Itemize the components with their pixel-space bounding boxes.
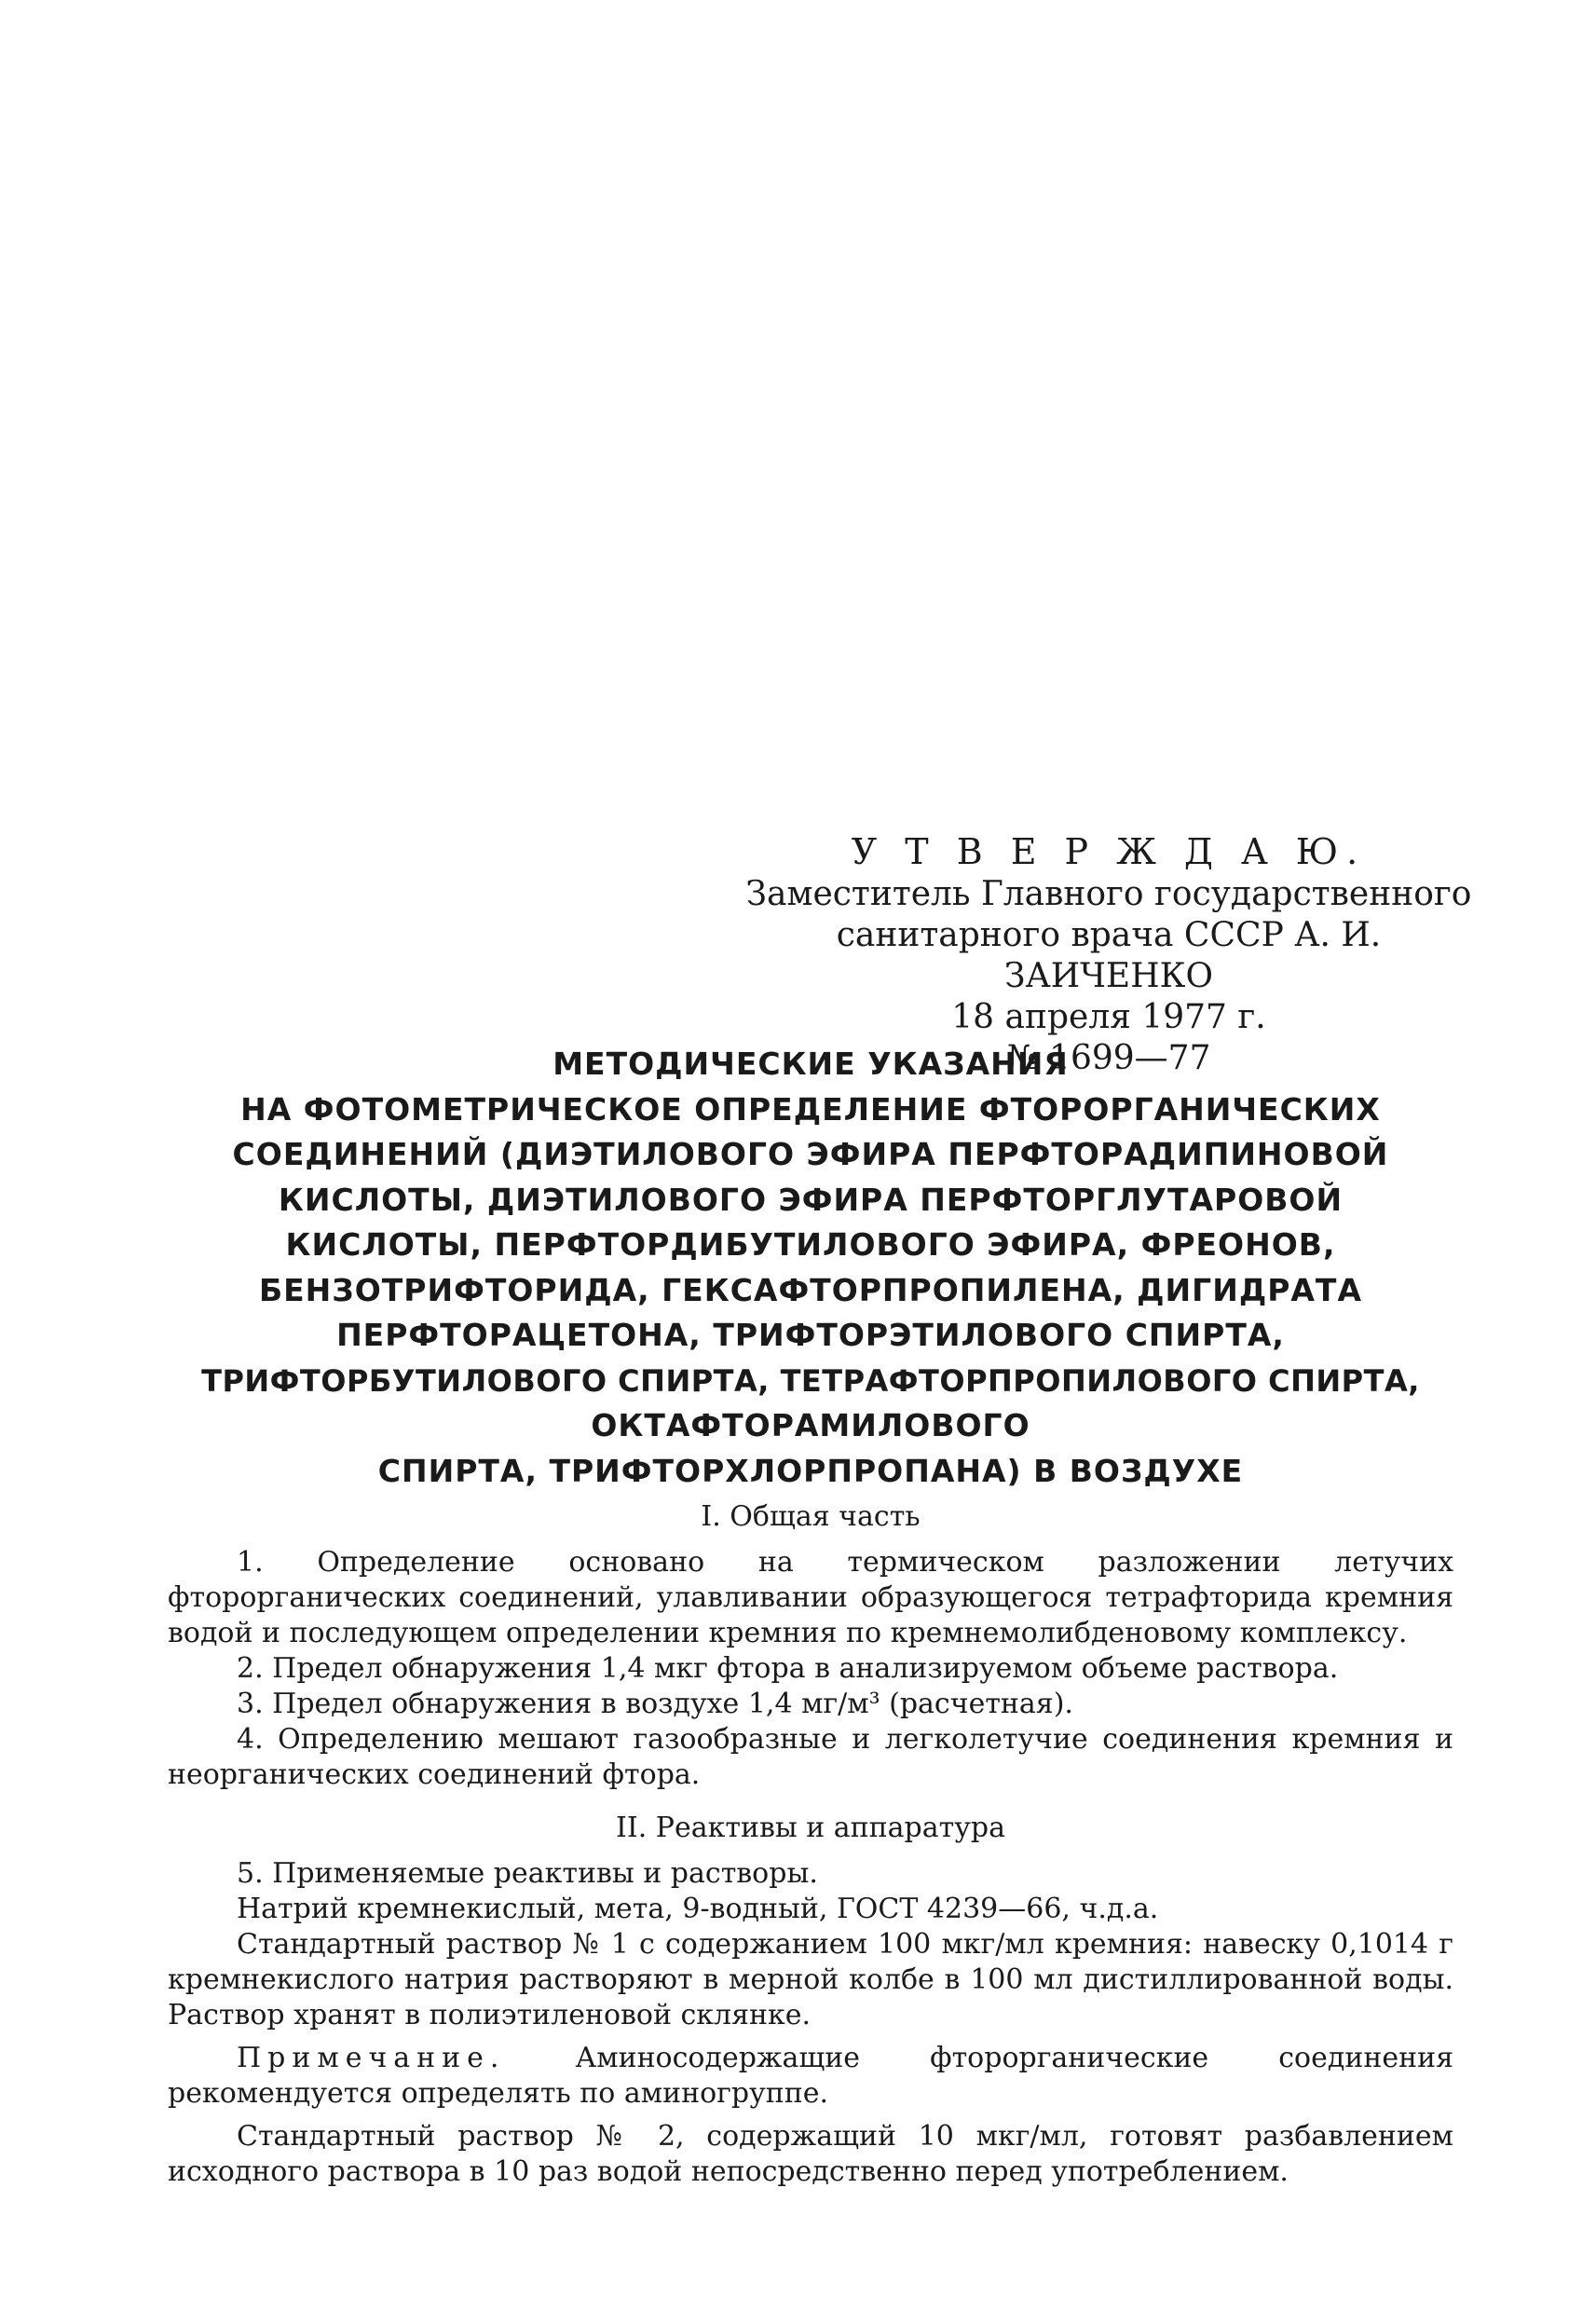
section-2-body [168, 1856, 1453, 2190]
title-line: КИСЛОТЫ, ПЕРФТОРДИБУТИЛОВОГО ЭФИРА, ФРЕОНОВ, [285, 1226, 1336, 1263]
paragraph-5: 5. Применяемые реактивы и растворы. [237, 1857, 818, 1890]
title-line: ТРИФТОРБУТИЛОВОГО СПИРТА, ТЕТРАФТОРПРОПИЛОВОГО СПИРТА, [201, 1362, 1420, 1399]
approval-number: № 1699—77 [1006, 1039, 1211, 1077]
title-line: ОКТАФТОРАМИЛОВОГО [591, 1407, 1030, 1443]
title-line: МЕТОДИЧЕСКИЕ УКАЗАНИЯ [552, 1046, 1069, 1082]
approval-date: 18 апреля 1977 г. [951, 998, 1266, 1036]
approval-heading: У Т В Е Р Ж Д А Ю. [851, 831, 1367, 872]
approval-line-2: санитарного врача СССР А. И. ЗАИЧЕНКО [836, 916, 1382, 995]
paragraph-6: Натрий кремнекислый, мета, 9-водный, ГОСТ 4239—66, ч.д.а. [237, 1893, 1159, 1925]
paragraph-1: 1. Определение основано на термическом разложении летучих фторорганических соединений, улавливании образующегося тетрафторида кремния водой и последующем определении кремния по кремнемолибденовому комплексу. [168, 1546, 1453, 1649]
title-line: СОЕДИНЕНИЙ (ДИЭТИЛОВОГО ЭФИРА ПЕРФТОРАДИПИНОВОЙ [232, 1136, 1389, 1172]
title-line: НА ФОТОМЕТРИЧЕСКОЕ ОПРЕДЕЛЕНИЕ ФТОРОРГАНИЧЕСКИХ [240, 1090, 1381, 1128]
title-line: ПЕРФТОРАЦЕТОНА, ТРИФТОРЭТИЛОВОГО СПИРТА, [336, 1317, 1285, 1353]
approval-line-1: Заместитель Главного государственного [745, 875, 1472, 913]
title-line: БЕНЗОТРИФТОРИДА, ГЕКСАФТОРПРОПИЛЕНА, ДИГИДРАТА [258, 1271, 1362, 1308]
section-1-body [168, 1545, 1453, 1793]
section-2-heading: II. Реактивы и аппаратура [616, 1812, 1005, 1844]
paragraph-4: 4. Определению мешают газообразные и легколетучие соединения кремния и неорганических соединений фтора. [168, 1723, 1453, 1791]
paragraph-3: 3. Предел обнаружения в воздухе 1,4 мг/м³ (расчетная). [237, 1688, 1073, 1720]
note-paragraph [168, 2041, 1453, 2112]
title-line: СПИРТА, ТРИФТОРХЛОРПРОПАНА) В ВОЗДУХЕ [377, 1452, 1244, 1489]
note-text: Аминосодержащие фторорганические соединения рекомендуется определять по аминогруппе. [168, 2042, 1453, 2110]
note-label: Примечание. [237, 2042, 506, 2074]
document-title [158, 1042, 1463, 1494]
paragraph-7: Стандартный раствор № 1 с содержанием 100 мкг/мл кремния: навеску 0,1014 г кремнекислого натрия растворяют в мерной колбе в 100 мл дистиллированной воды. Раствор хранят в полиэтиленовой склянке. [168, 1928, 1453, 2031]
title-line: КИСЛОТЫ, ДИЭТИЛОВОГО ЭФИРА ПЕРФТОРГЛУТАРОВОЙ [278, 1181, 1344, 1218]
section-1-heading: I. Общая часть [701, 1500, 921, 1533]
paragraph-2: 2. Предел обнаружения 1,4 мкг фтора в анализируемом объеме раствора. [237, 1652, 1339, 1685]
paragraph-8: Стандартный раствор № 2, содержащий 10 мкг/мл, готовят разбавлением исходного раствора в 10 раз водой непосредственно перед употреблением. [168, 2120, 1453, 2188]
